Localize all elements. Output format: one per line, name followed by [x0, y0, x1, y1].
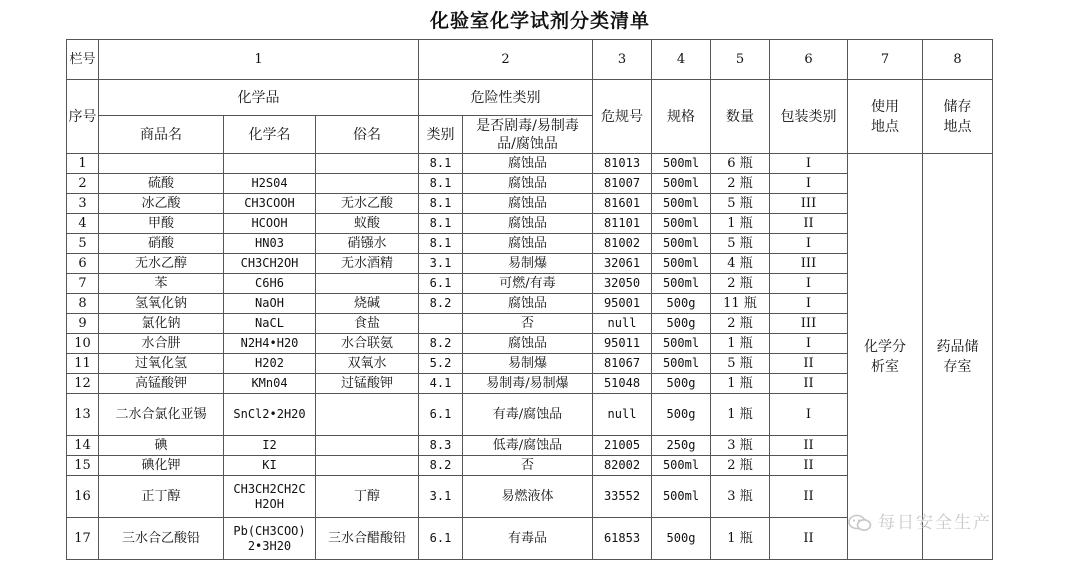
chem-name-cell: N2H4•H20 [224, 334, 316, 354]
category-cell: 8.1 [419, 154, 463, 174]
column-number-6: 6 [770, 40, 848, 80]
package-cell: III [770, 194, 848, 214]
trade-name-cell: 氯化钠 [99, 314, 224, 334]
qty-cell: 1 瓶 [711, 214, 770, 234]
chem-name-cell: KMn04 [224, 374, 316, 394]
hazard-cell: 易制爆 [463, 254, 593, 274]
watermark [848, 508, 992, 533]
danger-no-cell: null [593, 314, 652, 334]
hazard-cell: 易制爆 [463, 354, 593, 374]
chem-name-cell: HCOOH [224, 214, 316, 234]
qty-cell: 3 瓶 [711, 436, 770, 456]
seq-cell: 11 [67, 354, 99, 374]
common-name-cell: 食盐 [316, 314, 419, 334]
hazard-cell: 易制毒/易制爆 [463, 374, 593, 394]
spec-cell: 500ml [652, 274, 711, 294]
qty-cell: 4 瓶 [711, 254, 770, 274]
common-name-cell: 烧碱 [316, 294, 419, 314]
common-name-cell: 无水乙酸 [316, 194, 419, 214]
common-name-cell [316, 394, 419, 436]
category-cell: 8.1 [419, 174, 463, 194]
trade-name-cell: 水合肼 [99, 334, 224, 354]
hazard-cell: 有毒/腐蚀品 [463, 394, 593, 436]
document-title: 化验室化学试剂分类清单 [429, 10, 650, 32]
common-name-cell: 双氧水 [316, 354, 419, 374]
trade-name-cell: 硝酸 [99, 234, 224, 254]
qty-cell: 2 瓶 [711, 174, 770, 194]
spec-cell: 500ml [652, 154, 711, 174]
seq-cell: 13 [67, 394, 99, 436]
use-place-cell: 化学分析室 [848, 154, 923, 560]
header-chemical: 化学品 [99, 80, 419, 116]
spec-cell: 250g [652, 436, 711, 456]
chem-name-cell: I2 [224, 436, 316, 456]
common-name-cell: 蚁酸 [316, 214, 419, 234]
spec-cell: 500g [652, 294, 711, 314]
header-qty: 数量 [711, 80, 770, 154]
trade-name-cell: 冰乙酸 [99, 194, 224, 214]
column-number-4: 4 [652, 40, 711, 80]
chem-name-cell: SnCl2•2H20 [224, 394, 316, 436]
chem-name-cell: C6H6 [224, 274, 316, 294]
qty-cell: 2 瓶 [711, 314, 770, 334]
qty-cell: 1 瓶 [711, 374, 770, 394]
column-number-5: 5 [711, 40, 770, 80]
spec-cell: 500ml [652, 214, 711, 234]
header-store-place: 储存地点 [923, 80, 993, 154]
seq-cell: 1 [67, 154, 99, 174]
common-name-cell: 三水合醋酸铅 [316, 518, 419, 560]
seq-cell: 10 [67, 334, 99, 354]
column-number-7: 7 [848, 40, 923, 80]
column-number-label: 栏号 [67, 40, 99, 80]
category-cell: 3.1 [419, 254, 463, 274]
chem-name-cell: H202 [224, 354, 316, 374]
hazard-cell: 否 [463, 314, 593, 334]
chem-name-cell: NaOH [224, 294, 316, 314]
danger-no-cell: 32061 [593, 254, 652, 274]
spec-cell: 500ml [652, 354, 711, 374]
trade-name-cell: 三水合乙酸铅 [99, 518, 224, 560]
trade-name-cell: 碘 [99, 436, 224, 456]
spec-cell: 500ml [652, 476, 711, 518]
chem-name-cell: KI [224, 456, 316, 476]
package-cell: I [770, 234, 848, 254]
chem-name-cell: NaCL [224, 314, 316, 334]
column-number-row [67, 40, 993, 80]
seq-cell: 5 [67, 234, 99, 254]
qty-cell: 5 瓶 [711, 194, 770, 214]
hazard-cell: 可燃/有毒 [463, 274, 593, 294]
header-use-place: 使用地点 [848, 80, 923, 154]
package-cell: I [770, 334, 848, 354]
seq-cell: 14 [67, 436, 99, 456]
qty-cell: 5 瓶 [711, 354, 770, 374]
common-name-cell: 无水酒精 [316, 254, 419, 274]
category-cell: 8.1 [419, 234, 463, 254]
seq-cell: 12 [67, 374, 99, 394]
trade-name-cell [99, 154, 224, 174]
qty-cell: 6 瓶 [711, 154, 770, 174]
watermark-text: 每日安全生产 [878, 513, 992, 533]
danger-no-cell: 51048 [593, 374, 652, 394]
package-cell: III [770, 254, 848, 274]
danger-no-cell: 32050 [593, 274, 652, 294]
category-cell: 6.1 [419, 274, 463, 294]
qty-cell: 5 瓶 [711, 234, 770, 254]
danger-no-cell: 33552 [593, 476, 652, 518]
category-cell: 8.2 [419, 456, 463, 476]
common-name-cell [316, 174, 419, 194]
chemical-inventory-table [66, 39, 993, 560]
package-cell: II [770, 436, 848, 456]
header-package: 包装类别 [770, 80, 848, 154]
package-cell: II [770, 354, 848, 374]
qty-cell: 2 瓶 [711, 274, 770, 294]
danger-no-cell: 81007 [593, 174, 652, 194]
column-number-2: 2 [419, 40, 593, 80]
package-cell: I [770, 174, 848, 194]
chem-name-cell: CH3CH2OH [224, 254, 316, 274]
category-cell: 6.1 [419, 394, 463, 436]
package-cell: II [770, 374, 848, 394]
package-cell: II [770, 518, 848, 560]
seq-cell: 4 [67, 214, 99, 234]
category-cell: 8.2 [419, 294, 463, 314]
common-name-cell [316, 274, 419, 294]
danger-no-cell: 81002 [593, 234, 652, 254]
spec-cell: 500g [652, 518, 711, 560]
hazard-cell: 易燃液体 [463, 476, 593, 518]
danger-no-cell: 95011 [593, 334, 652, 354]
qty-cell: 3 瓶 [711, 476, 770, 518]
danger-no-cell: 81601 [593, 194, 652, 214]
seq-cell: 9 [67, 314, 99, 334]
hazard-cell: 腐蚀品 [463, 214, 593, 234]
chem-name-cell: CH3COOH [224, 194, 316, 214]
store-place-cell: 药品储存室 [923, 154, 993, 560]
header-hazard: 危险性类别 [419, 80, 593, 116]
header-common-name: 俗名 [316, 116, 419, 154]
trade-name-cell: 二水合氯化亚锡 [99, 394, 224, 436]
hazard-cell: 低毒/腐蚀品 [463, 436, 593, 456]
table-row [67, 154, 993, 174]
qty-cell: 1 瓶 [711, 394, 770, 436]
seq-cell: 8 [67, 294, 99, 314]
common-name-cell [316, 154, 419, 174]
trade-name-cell: 氢氧化钠 [99, 294, 224, 314]
common-name-cell [316, 456, 419, 476]
package-cell: III [770, 314, 848, 334]
header-trade-name: 商品名 [99, 116, 224, 154]
seq-cell: 3 [67, 194, 99, 214]
package-cell: II [770, 456, 848, 476]
common-name-cell: 水合联氨 [316, 334, 419, 354]
danger-no-cell: null [593, 394, 652, 436]
spec-cell: 500ml [652, 194, 711, 214]
trade-name-cell: 碘化钾 [99, 456, 224, 476]
category-cell [419, 314, 463, 334]
spec-cell: 500ml [652, 254, 711, 274]
category-cell: 8.1 [419, 194, 463, 214]
spec-cell: 500ml [652, 456, 711, 476]
column-number-8: 8 [923, 40, 993, 80]
header-spec: 规格 [652, 80, 711, 154]
trade-name-cell: 甲酸 [99, 214, 224, 234]
seq-cell: 16 [67, 476, 99, 518]
hazard-cell: 腐蚀品 [463, 294, 593, 314]
package-cell: II [770, 214, 848, 234]
danger-no-cell: 81067 [593, 354, 652, 374]
column-number-3: 3 [593, 40, 652, 80]
seq-cell: 15 [67, 456, 99, 476]
hazard-cell: 腐蚀品 [463, 194, 593, 214]
seq-cell: 17 [67, 518, 99, 560]
column-number-1: 1 [99, 40, 419, 80]
category-cell: 8.3 [419, 436, 463, 456]
chem-name-cell: H2S04 [224, 174, 316, 194]
danger-no-cell: 81101 [593, 214, 652, 234]
category-cell: 8.2 [419, 334, 463, 354]
seq-cell: 2 [67, 174, 99, 194]
trade-name-cell: 过氧化氢 [99, 354, 224, 374]
common-name-cell [316, 436, 419, 456]
trade-name-cell: 无水乙醇 [99, 254, 224, 274]
trade-name-cell: 硫酸 [99, 174, 224, 194]
package-cell: II [770, 476, 848, 518]
spec-cell: 500g [652, 314, 711, 334]
header-toxic-class: 是否剧毒/易制毒品/腐蚀品 [463, 116, 593, 154]
hazard-cell: 腐蚀品 [463, 154, 593, 174]
header-category: 类别 [419, 116, 463, 154]
header-seq: 序号 [67, 80, 99, 154]
qty-cell: 11 瓶 [711, 294, 770, 314]
chem-name-cell: Pb(CH3COO)2•3H20 [224, 518, 316, 560]
hazard-cell: 有毒品 [463, 518, 593, 560]
seq-cell: 7 [67, 274, 99, 294]
header-danger-no: 危规号 [593, 80, 652, 154]
category-cell: 3.1 [419, 476, 463, 518]
header-row-1 [67, 80, 993, 116]
danger-no-cell: 21005 [593, 436, 652, 456]
danger-no-cell: 81013 [593, 154, 652, 174]
header-chem-name: 化学名 [224, 116, 316, 154]
hazard-cell: 腐蚀品 [463, 174, 593, 194]
danger-no-cell: 95001 [593, 294, 652, 314]
danger-no-cell: 82002 [593, 456, 652, 476]
hazard-cell: 腐蚀品 [463, 334, 593, 354]
package-cell: I [770, 154, 848, 174]
wechat-icon [848, 514, 872, 532]
chem-name-cell [224, 154, 316, 174]
qty-cell: 1 瓶 [711, 518, 770, 560]
category-cell: 4.1 [419, 374, 463, 394]
trade-name-cell: 正丁醇 [99, 476, 224, 518]
common-name-cell: 硝镪水 [316, 234, 419, 254]
spec-cell: 500ml [652, 174, 711, 194]
trade-name-cell: 苯 [99, 274, 224, 294]
package-cell: I [770, 274, 848, 294]
package-cell: I [770, 394, 848, 436]
category-cell: 5.2 [419, 354, 463, 374]
common-name-cell: 丁醇 [316, 476, 419, 518]
common-name-cell: 过锰酸钾 [316, 374, 419, 394]
spec-cell: 500ml [652, 234, 711, 254]
spec-cell: 500g [652, 374, 711, 394]
package-cell: I [770, 294, 848, 314]
seq-cell: 6 [67, 254, 99, 274]
chem-name-cell: HN03 [224, 234, 316, 254]
hazard-cell: 腐蚀品 [463, 234, 593, 254]
hazard-cell: 否 [463, 456, 593, 476]
qty-cell: 1 瓶 [711, 334, 770, 354]
danger-no-cell: 61853 [593, 518, 652, 560]
spec-cell: 500ml [652, 334, 711, 354]
spec-cell: 500g [652, 394, 711, 436]
trade-name-cell: 高锰酸钾 [99, 374, 224, 394]
qty-cell: 2 瓶 [711, 456, 770, 476]
category-cell: 6.1 [419, 518, 463, 560]
category-cell: 8.1 [419, 214, 463, 234]
chem-name-cell: CH3CH2CH2CH2OH [224, 476, 316, 518]
